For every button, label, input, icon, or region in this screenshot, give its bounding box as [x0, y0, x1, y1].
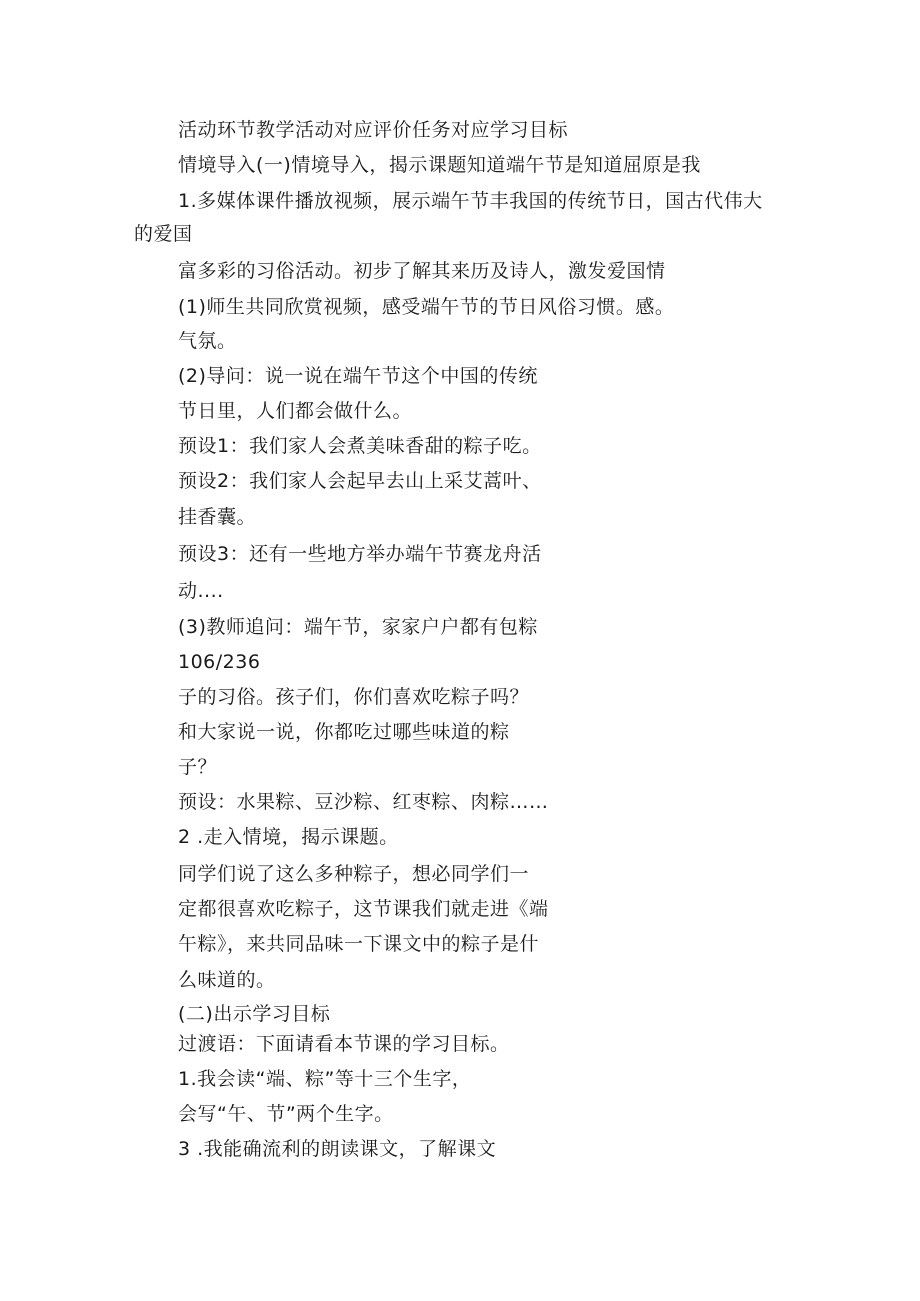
text-line: 气氛。 — [178, 330, 237, 352]
text-line: 预设3：还有一些地方举办端午节赛龙舟活 — [178, 543, 542, 565]
text-line: 挂香囊。 — [178, 506, 257, 528]
text-line: 1.我会读“端、粽”等十三个生字， — [178, 1068, 472, 1090]
text-line: (1)师生共同欣赏视频，感受端午节的节日风俗习惯。感。 — [178, 296, 675, 318]
text-line: 预设1：我们家人会煮美味香甜的粽子吃。 — [178, 435, 542, 457]
text-line: 节日里，人们都会做什么。 — [178, 400, 413, 422]
text-line: 预设：水果粽、豆沙粽、红枣粽、肉粽…… — [178, 791, 549, 813]
text-line: 的爱国 — [134, 223, 193, 245]
text-line: 会写“午、节”两个生字。 — [178, 1103, 394, 1125]
text-line: 预设2：我们家人会起早去山上采艾蒿叶、 — [178, 470, 542, 492]
text-line: 么味道的。 — [178, 969, 276, 991]
text-line: 动.... — [178, 580, 224, 602]
text-line: 子？ — [178, 756, 218, 778]
page-number: 106/236 — [178, 651, 261, 673]
text-line: 同学们说了这么多种粽子，想必同学们一 — [178, 863, 530, 885]
section-heading: (二)出示学习目标 — [178, 1003, 331, 1025]
text-line: 富多彩的习俗活动。初步了解其来历及诗人，激发爱国情 — [178, 260, 666, 282]
text-line: 午粽》，来共同品味一下课文中的粽子是什 — [178, 933, 540, 955]
text-line: 子的习俗。孩子们，你们喜欢吃粽子吗？ — [178, 686, 530, 708]
header-line: 活动环节教学活动对应评价任务对应学习目标 — [178, 119, 569, 141]
text-line: 情境导入(一)情境导入，揭示课题知道端午节是知道屈原是我 — [178, 154, 701, 176]
text-line: 1.多媒体课件播放视频，展示端午节丰我国的传统节日，国古代伟大 — [178, 190, 763, 212]
text-line: 和大家说一说，你都吃过哪些味道的粽 — [178, 721, 510, 743]
text-line: 过渡语：下面请看本节课的学习目标。 — [178, 1033, 510, 1055]
text-line: 定都很喜欢吃粽子，这节课我们就走进《端 — [178, 898, 549, 920]
text-line: (3)教师追问：端午节，家家户户都有包粽 — [178, 616, 538, 638]
text-line: (2)导问：说一说在端午节这个中国的传统 — [178, 365, 538, 387]
text-line: 2 .走入情境，揭示课题。 — [178, 826, 399, 848]
text-line: 3 .我能确流利的朗读课文，了解课文 — [178, 1138, 497, 1160]
